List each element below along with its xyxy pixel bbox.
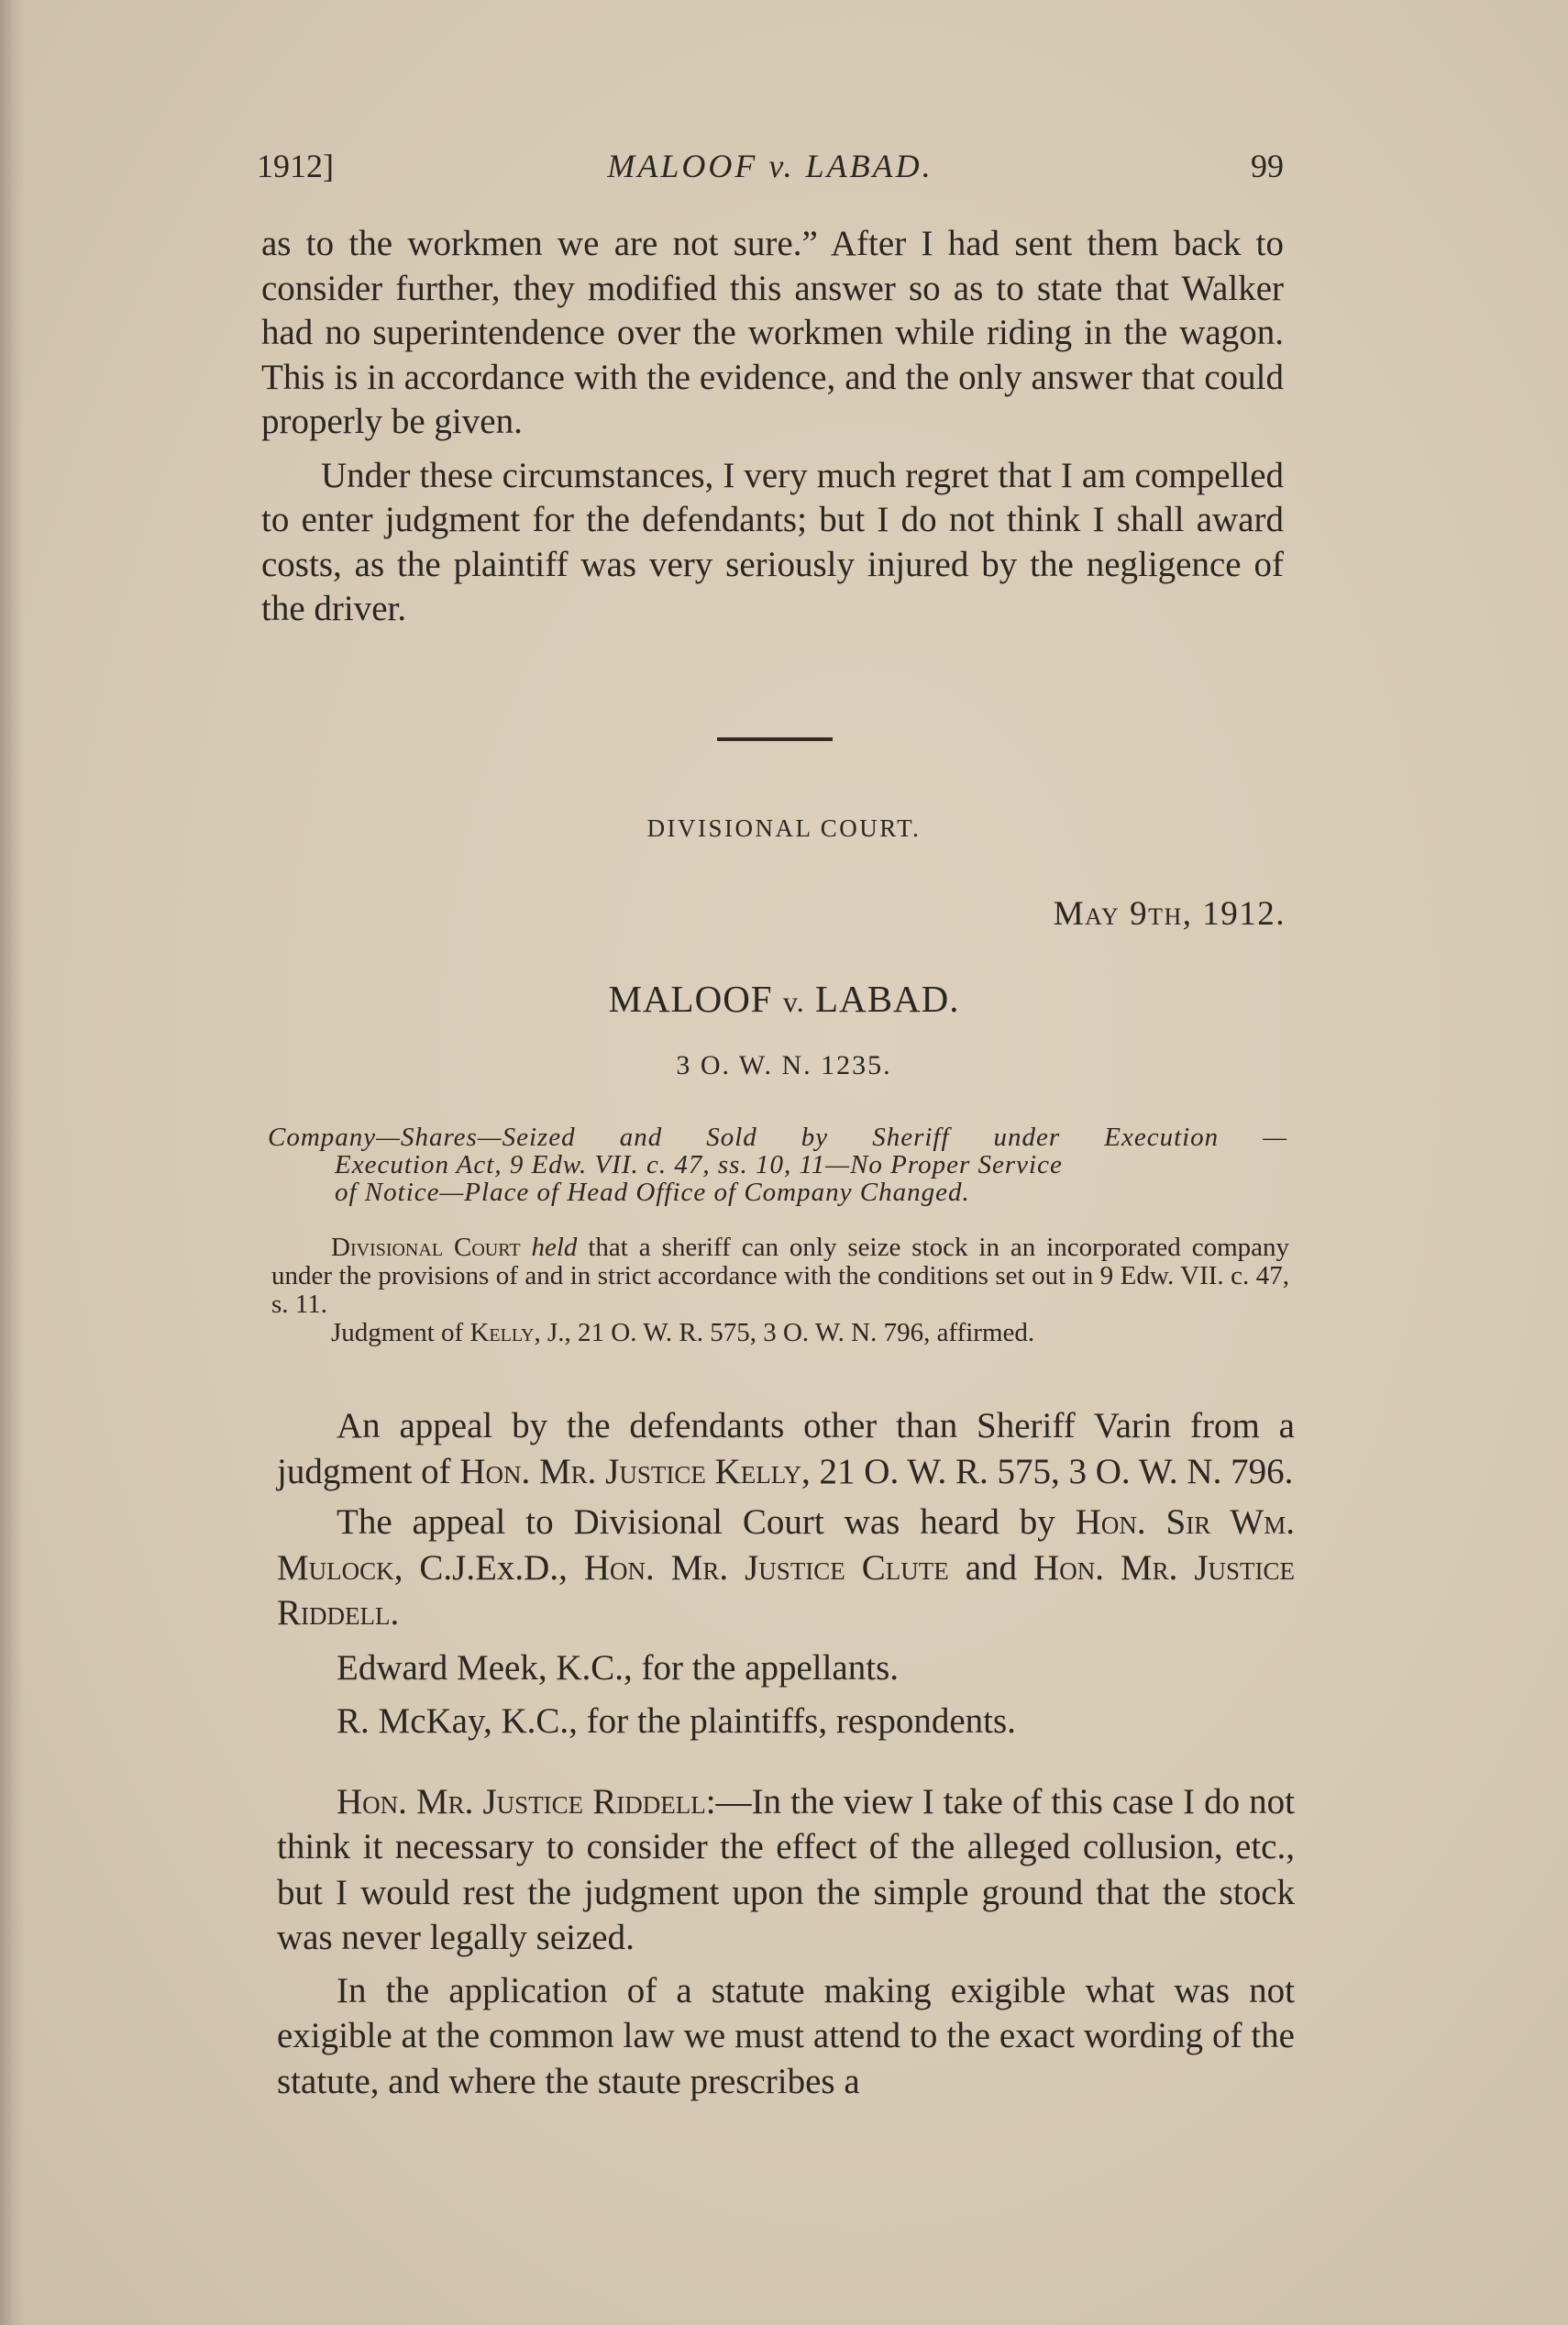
- decision-date: May 9th, 1912.: [1053, 895, 1286, 933]
- headnote-line-3: of Notice—Place of Head Office of Company Changed.: [335, 1178, 970, 1207]
- appeal-text-a: An appeal by the defendants other than Sheriff Varin from a judgment of: [277, 1406, 1295, 1491]
- holding-summary: [271, 1234, 1289, 1347]
- opening-paragraph-2: Under these circumstances, I very much regret that I am compelled to enter judgment for the defendants; but I do not think I shall award costs, as the plaintiff was very seriously injured by the negligence of the driver.: [261, 455, 1284, 628]
- headnote-line-1: Company—Shares—Seized and Sold by Sheriff under Execution —: [268, 1123, 1287, 1152]
- judgment-prefix: Judgment of: [331, 1318, 464, 1347]
- holding-text: [271, 1234, 1289, 1319]
- holding-court-name: Divisional Court: [331, 1233, 521, 1262]
- case-title-defendant: LABAD.: [815, 978, 960, 1020]
- appeal-judge: Hon. Mr. Justice Kelly: [459, 1451, 802, 1491]
- headnote-line-2: Execution Act, 9 Edw. VII. c. 47, ss. 10, 11—No Proper Service: [335, 1150, 1063, 1179]
- case-title: [0, 977, 1568, 1021]
- bench-judge-1: Hon. Sir Wm. Mulock: [277, 1502, 1295, 1588]
- judgment-judge: Kelly: [469, 1318, 535, 1347]
- bench-judge-3: Hon. Mr. Justice Riddell: [277, 1547, 1296, 1633]
- appeal-text-b: , 21 O. W. R. 575, 3 O. W. N. 796.: [801, 1451, 1294, 1491]
- case-title-versus: v.: [782, 985, 805, 1018]
- bench-judge-2: Hon. Mr. Justice Clute: [583, 1547, 949, 1588]
- bench-text-d: .: [390, 1593, 400, 1633]
- court-heading: DIVISIONAL COURT.: [646, 814, 922, 842]
- counsel-respondents: R. McKay, K.C., for the plaintiffs, respondents.: [337, 1700, 1016, 1741]
- header-case-title: MALOOF v. LABAD.: [607, 148, 933, 184]
- opening-text: [261, 222, 1284, 632]
- page-binding-edge: [0, 0, 24, 2325]
- judgment-author: Hon. Mr. Justice Riddell: [337, 1781, 706, 1821]
- appeal-paragraph: [277, 1403, 1295, 1494]
- bench-text-c: and: [948, 1547, 1034, 1588]
- running-header: [257, 147, 1284, 193]
- bench-text-a: The appeal to Divisional Court was heard by: [337, 1502, 1076, 1542]
- holding-held-word: held: [531, 1233, 578, 1262]
- judgment-affirmed-text: [271, 1319, 1289, 1347]
- judgment-text-1: :—In the view I take of this case I do not think it necessary to consider the effect of the alleged collusion, etc., but I would rest the judgment upon the simple ground that the stock was never legally seized.: [277, 1781, 1295, 1957]
- holding-rest: that a sheriff can only seize stock in an incorporated company under the provisions of and in strict accordance with the conditions set out in 9 Edw. VII. c. 47, s. 11.: [271, 1233, 1290, 1319]
- section-divider: [717, 737, 833, 741]
- judgment-paragraph-1: [277, 1779, 1295, 1961]
- case-title-plaintiff: MALOOF: [608, 978, 773, 1020]
- counsel-appellants: Edward Meek, K.C., for the appellants.: [337, 1647, 899, 1688]
- appeal-section: [277, 1403, 1295, 2104]
- bench-paragraph: [277, 1500, 1295, 1636]
- opening-paragraph-1: as to the workmen we are not sure.” After I had sent them back to consider further, they modified this answer so as to state that Walker had no superintendence over the workmen while riding in the wagon. This is in accordance with the evidence, and the only answer that could properly be given.: [261, 224, 1284, 441]
- bench-text-b: , C.J.Ex.D.,: [393, 1547, 584, 1588]
- page-number: 99: [1251, 148, 1284, 184]
- judgment-rest: , J., 21 O. W. R. 575, 3 O. W. N. 796, affirmed.: [534, 1318, 1035, 1347]
- headnote: [268, 1124, 1287, 1206]
- judgment-paragraph-2: In the application of a statute making exigible what was not exigible at the common law we must attend to the exact wording of the statute, and where the staute prescribes a: [277, 1970, 1295, 2101]
- case-citation: 3 O. W. N. 1235.: [676, 1050, 892, 1080]
- header-year: 1912]: [257, 148, 334, 184]
